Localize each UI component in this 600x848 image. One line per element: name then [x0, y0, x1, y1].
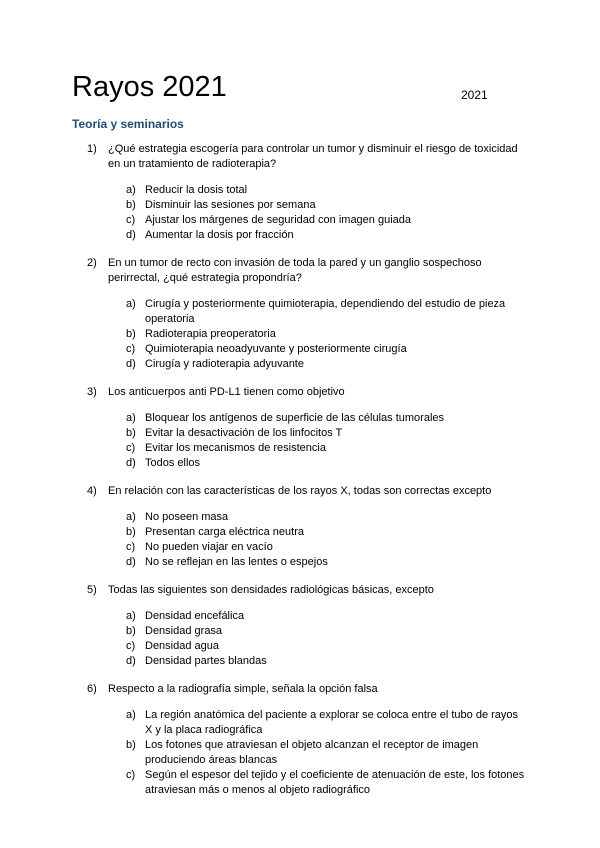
- answer-option: [0, 213, 600, 228]
- answer-option: [0, 228, 600, 243]
- answer-option: [0, 639, 600, 654]
- option-letter: c): [126, 769, 136, 781]
- question-item: [0, 583, 600, 669]
- option-letter: a): [126, 412, 136, 424]
- option-text: Los fotones que atraviesan el objeto alcanzan el receptor de imagen produciendo áreas blancas: [145, 739, 479, 766]
- option-letter: d): [126, 655, 136, 667]
- option-letter: c): [126, 343, 136, 355]
- option-letter: d): [126, 457, 136, 469]
- answer-option: [0, 198, 600, 213]
- question-number: 4): [87, 485, 97, 497]
- option-text: Evitar la desactivación de los linfocitos T: [145, 427, 343, 439]
- answer-option: [0, 624, 600, 639]
- option-list: [0, 297, 600, 372]
- option-letter: d): [126, 358, 136, 370]
- option-letter: d): [126, 229, 136, 241]
- option-letter: a): [126, 610, 136, 622]
- answer-option: [0, 768, 600, 798]
- option-letter: c): [126, 541, 136, 553]
- option-list: [0, 183, 600, 243]
- question-stem: En relación con las características de los rayos X, todas son correctas excepto: [108, 485, 492, 497]
- option-list: [0, 609, 600, 669]
- option-text: Aumentar la dosis por fracción: [145, 229, 294, 241]
- option-text: Quimioterapia neoadyuvante y posteriormente cirugía: [145, 343, 407, 355]
- answer-option: [0, 327, 600, 342]
- question-item: [0, 142, 600, 243]
- question-text: [0, 142, 600, 172]
- option-text: Según el espesor del tejido y el coeficiente de atenuación de este, los fotones atraviesan más o menos al objeto radiográfico: [145, 769, 525, 796]
- option-letter: c): [126, 640, 136, 652]
- answer-option: [0, 297, 600, 327]
- option-list: [0, 510, 600, 570]
- header-year: 2021: [461, 88, 488, 102]
- question-text: [0, 256, 600, 286]
- option-list: [0, 708, 600, 798]
- option-text: Densidad grasa: [145, 625, 223, 637]
- question-stem: En un tumor de recto con invasión de toda la pared y un ganglio sospechoso perirrectal, ¿qué estrategia propondría?: [108, 257, 482, 284]
- question-text: [0, 682, 600, 697]
- answer-option: [0, 342, 600, 357]
- question-stem: Respecto a la radiografía simple, señala la opción falsa: [108, 683, 378, 695]
- option-text: Densidad agua: [145, 640, 220, 652]
- option-text: No se reflejan en las lentes o espejos: [145, 556, 328, 568]
- option-letter: b): [126, 328, 136, 340]
- option-letter: b): [126, 625, 136, 637]
- answer-option: [0, 456, 600, 471]
- question-number: 3): [87, 386, 97, 398]
- answer-option: [0, 654, 600, 669]
- answer-option: [0, 540, 600, 555]
- option-text: Disminuir las sesiones por semana: [145, 199, 316, 211]
- option-letter: a): [126, 184, 136, 196]
- question-stem: Todas las siguientes son densidades radiológicas básicas, excepto: [108, 584, 434, 596]
- option-text: Todos ellos: [145, 457, 201, 469]
- option-text: Evitar los mecanismos de resistencia: [145, 442, 326, 454]
- option-letter: b): [126, 427, 136, 439]
- option-letter: b): [126, 739, 136, 751]
- question-stem: Los anticuerpos anti PD-L1 tienen como objetivo: [108, 386, 345, 398]
- question-number: 1): [87, 143, 97, 155]
- option-text: Ajustar los márgenes de seguridad con imagen guiada: [145, 214, 411, 226]
- question-item: [0, 682, 600, 798]
- option-text: La región anatómica del paciente a explorar se coloca entre el tubo de rayos X y la placa radiográfica: [145, 709, 519, 736]
- option-letter: c): [126, 442, 136, 454]
- question-stem: ¿Qué estrategia escogería para controlar un tumor y disminuir el riesgo de toxicidad en un tratamiento de radioterapia?: [108, 143, 518, 170]
- option-text: No poseen masa: [145, 511, 229, 523]
- answer-option: [0, 525, 600, 540]
- answer-option: [0, 708, 600, 738]
- question-text: [0, 385, 600, 400]
- document-title: Rayos 2021: [72, 71, 227, 103]
- answer-option: [0, 426, 600, 441]
- question-number: 6): [87, 683, 97, 695]
- answer-option: [0, 555, 600, 570]
- question-number: 5): [87, 584, 97, 596]
- option-text: Densidad partes blandas: [145, 655, 267, 667]
- option-text: No pueden viajar en vacío: [145, 541, 273, 553]
- answer-option: [0, 357, 600, 372]
- option-text: Cirugía y radioterapia adyuvante: [145, 358, 304, 370]
- option-letter: b): [126, 526, 136, 538]
- option-letter: d): [126, 556, 136, 568]
- section-heading: Teoría y seminarios: [72, 117, 184, 131]
- answer-option: [0, 411, 600, 426]
- question-text: [0, 484, 600, 499]
- question-number: 2): [87, 257, 97, 269]
- option-list: [0, 411, 600, 471]
- answer-option: [0, 183, 600, 198]
- question-text: [0, 583, 600, 598]
- option-text: Radioterapia preoperatoria: [145, 328, 276, 340]
- option-text: Bloquear los antígenos de superficie de las células tumorales: [145, 412, 445, 424]
- option-text: Densidad encefálica: [145, 610, 245, 622]
- option-letter: a): [126, 511, 136, 523]
- answer-option: [0, 738, 600, 768]
- option-letter: b): [126, 199, 136, 211]
- answer-option: [0, 510, 600, 525]
- answer-option: [0, 609, 600, 624]
- option-text: Cirugía y posteriormente quimioterapia, dependiendo del estudio de pieza operatoria: [145, 298, 506, 325]
- answer-option: [0, 441, 600, 456]
- option-letter: c): [126, 214, 136, 226]
- question-item: [0, 256, 600, 372]
- option-letter: a): [126, 709, 136, 721]
- question-list: [0, 142, 600, 811]
- option-text: Presentan carga eléctrica neutra: [145, 526, 304, 538]
- question-item: [0, 484, 600, 570]
- option-text: Reducir la dosis total: [145, 184, 248, 196]
- option-letter: a): [126, 298, 136, 310]
- question-item: [0, 385, 600, 471]
